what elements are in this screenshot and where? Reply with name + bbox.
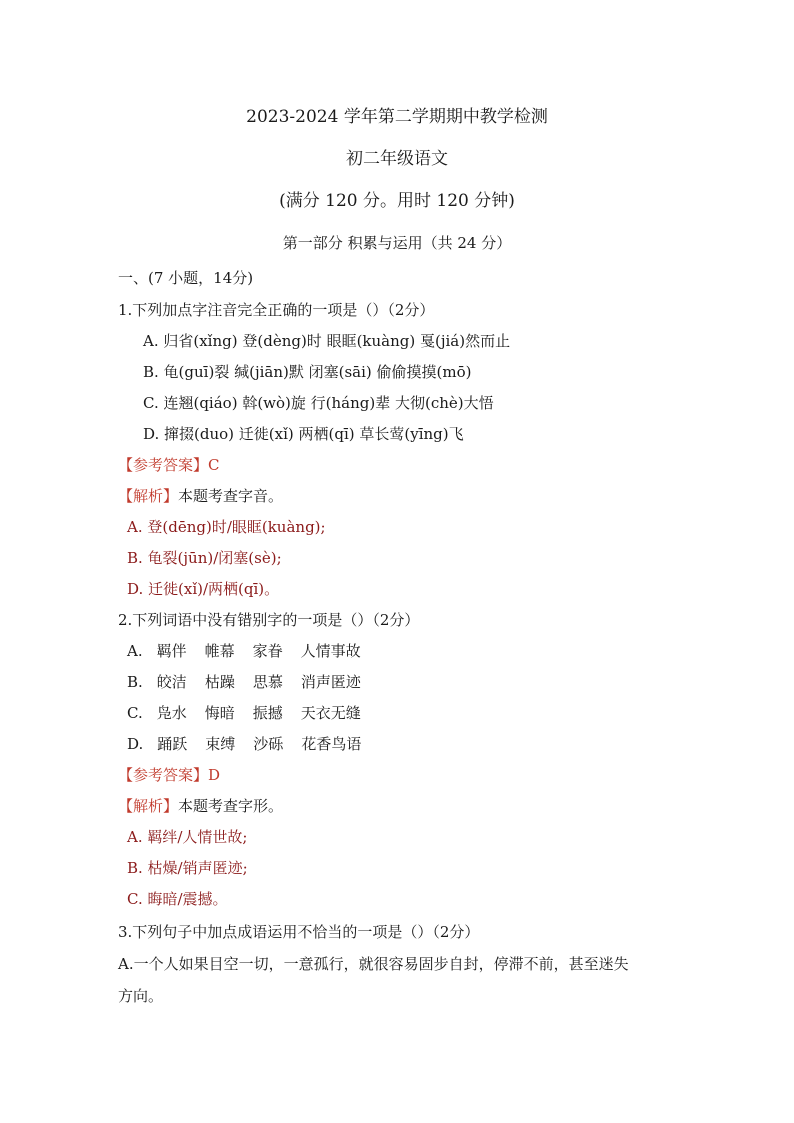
q1-option-c: C. 连翘(qiáo) 斡(wò)旋 行(háng)辈 大彻(chè)大悟 <box>143 394 494 412</box>
exam-title: 2023-2024 学年第二学期期中教学检测 <box>246 107 548 127</box>
q2-option-c <box>0 703 794 723</box>
q1-note-a: A. 登(dēng)时/眼眶(kuàng); <box>127 518 326 536</box>
word: 花香鸟语 <box>301 735 362 753</box>
word: 天衣无缝 <box>300 704 361 722</box>
word: 振撼 <box>252 704 283 722</box>
word: 人情事故 <box>300 642 361 660</box>
q2-note-b: B. 枯燥/销声匿迹; <box>127 859 248 877</box>
q2-note-a: A. 羁绊/人情世故; <box>127 828 248 846</box>
word: 思慕 <box>252 673 283 691</box>
q1-option-b: B. 龟(guī)裂 缄(jiān)默 闭塞(sāi) 偷偷摸摸(mō) <box>143 363 472 381</box>
q1-note-d: D. 迁徙(xǐ)/两栖(qī)。 <box>127 580 280 598</box>
answer-value: D <box>208 766 221 784</box>
exam-subtitle: 初二年级语文 <box>346 149 448 169</box>
analysis-text: 本题考查字形。 <box>178 797 284 815</box>
word: 悔暗 <box>204 704 235 722</box>
q1-stem: 1.下列加点字注音完全正确的一项是（）（2分） <box>118 301 435 319</box>
q2-option-a <box>0 641 794 661</box>
q1-analysis <box>0 486 794 506</box>
q3-option-a-line2: 方向。 <box>118 987 164 1005</box>
q3-stem: 3.下列句子中加点成语运用不恰当的一项是（）（2分） <box>118 923 480 941</box>
q2-option-d <box>0 734 794 754</box>
q1-option-a: A. 归省(xǐng) 登(dèng)时 眼眶(kuàng) 戛(jiá)然而止 <box>143 332 511 350</box>
q2-analysis <box>0 796 794 816</box>
word: 羁伴 <box>156 642 187 660</box>
q1-note-b: B. 龟裂(jūn)/闭塞(sè); <box>127 549 282 567</box>
exam-info: (满分 120 分。用时 120 分钟) <box>279 191 515 211</box>
word: 凫水 <box>156 704 187 722</box>
q1-answer <box>0 455 794 475</box>
word: 沙砾 <box>253 735 284 753</box>
option-letter: A. <box>127 642 143 660</box>
section-heading: 一、(7 小题，14分) <box>118 269 254 287</box>
option-letter: C. <box>127 704 143 722</box>
analysis-label: 【解析】 <box>118 487 179 505</box>
word: 皎洁 <box>156 673 187 691</box>
word: 帷幕 <box>204 642 235 660</box>
answer-label: 【参考答案】 <box>118 456 209 474</box>
option-letter: D. <box>127 735 144 753</box>
q2-option-b <box>0 672 794 692</box>
q2-stem: 2.下列词语中没有错别字的一项是（）（2分） <box>118 611 420 629</box>
answer-value: C <box>208 456 220 474</box>
analysis-text: 本题考查字音。 <box>178 487 284 505</box>
q1-option-d: D. 撺掇(duo) 迁徙(xǐ) 两栖(qī) 草长莺(yīng)飞 <box>143 425 464 443</box>
word: 家眷 <box>252 642 283 660</box>
option-letter: B. <box>127 673 143 691</box>
q2-answer <box>0 765 794 785</box>
word: 踊跃 <box>157 735 188 753</box>
word: 枯躁 <box>204 673 235 691</box>
answer-label: 【参考答案】 <box>118 766 209 784</box>
q2-note-c: C. 晦暗/震撼。 <box>127 890 228 908</box>
word: 消声匿迹 <box>300 673 361 691</box>
part-heading: 第一部分 积累与运用（共 24 分） <box>282 234 512 252</box>
q3-option-a-line1: A.一个人如果目空一切，一意孤行，就很容易固步自封，停滞不前，甚至迷失 <box>118 955 629 973</box>
analysis-label: 【解析】 <box>118 797 179 815</box>
word: 束缚 <box>205 735 236 753</box>
